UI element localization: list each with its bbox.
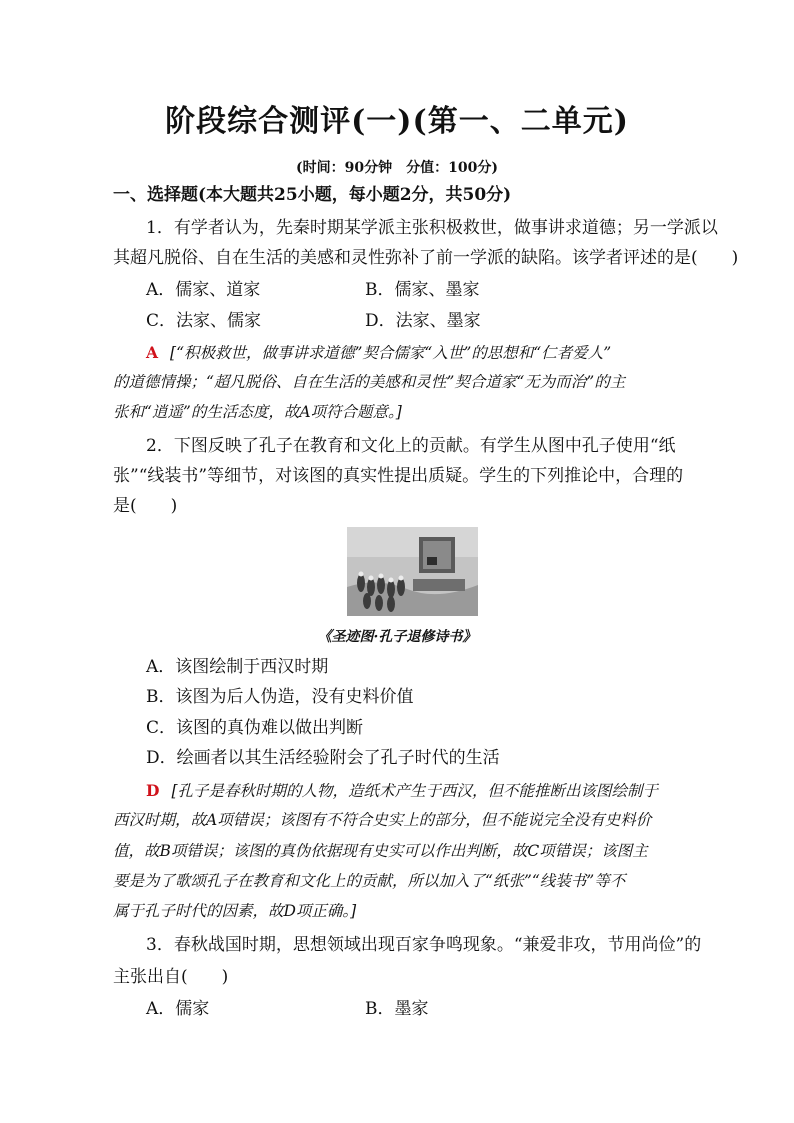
q1-option-d: D．法家、墨家 bbox=[365, 311, 481, 331]
q1-stem-line-1: 1．有学者认为，先秦时期某学派主张积极救世，做事讲求道德；另一学派以 bbox=[146, 218, 718, 238]
q3-option-b: B．墨家 bbox=[365, 999, 429, 1019]
q2-option-b: B．该图为后人伪造，没有史料价值 bbox=[146, 687, 414, 707]
figure-caption: 《圣迹图·孔子退修诗书》 bbox=[317, 629, 477, 645]
q1-stem-line-2: 其超凡脱俗、自在生活的美感和灵性弥补了前一学派的缺陷。该学者评述的是( ) bbox=[113, 248, 739, 268]
section-heading: 一、选择题(本大题共25小题，每小题2分，共50分) bbox=[113, 185, 512, 205]
q1-answer: A bbox=[146, 343, 159, 362]
q2-answer: D bbox=[146, 781, 160, 800]
q3-stem-line-2: 主张出自( ) bbox=[113, 967, 229, 987]
q2-stem-line-2: 张”“线装书”等细节，对该图的真实性提出质疑。学生的下列推论中，合理的 bbox=[113, 466, 684, 486]
q2-stem-line-1: 2．下图反映了孔子在教育和文化上的贡献。有学生从图中孔子使用“纸 bbox=[146, 436, 676, 456]
q2-explanation-line-2: 西汉时期，故A项错误；该图有不符合史实上的部分，但不能说完全没有史料价 bbox=[113, 811, 652, 829]
q2-option-d: D．绘画者以其生活经验附会了孔子时代的生活 bbox=[146, 748, 500, 768]
q3-option-a: A．儒家 bbox=[146, 999, 210, 1019]
page-title: 阶段综合测评(一)(第一、二单元) bbox=[165, 104, 629, 139]
q2-option-a: A．该图绘制于西汉时期 bbox=[146, 657, 329, 677]
q1-explanation-line-1 bbox=[146, 342, 716, 364]
q2-explanation-line-4: 要是为了歌颂孔子在教育和文化上的贡献，所以加入了“纸张”“线装书”等不 bbox=[113, 872, 626, 890]
q1-explanation-line-2: 的道德情操；“超凡脱俗、自在生活的美感和灵性”契合道家“无为而治”的主 bbox=[113, 373, 626, 391]
q2-explanation-line-5: 属于孔子时代的因素，故D项正确。] bbox=[113, 902, 357, 920]
painting-thumbnail bbox=[347, 527, 478, 616]
q2-explanation-line-1 bbox=[146, 780, 716, 802]
exam-info: (时间：90分钟 分值：100分) bbox=[296, 160, 498, 176]
q1-explanation-line-3: 张和“逍遥”的生活态度，故A项符合题意。] bbox=[113, 403, 402, 421]
q1-option-b: B．儒家、墨家 bbox=[365, 280, 480, 300]
q3-stem-line-1: 3．春秋战国时期，思想领域出现百家争鸣现象。“兼爱非攻，节用尚俭”的 bbox=[146, 935, 702, 955]
q1-explanation-text-1: [“积极救世，做事讲求道德”契合儒家“入世”的思想和“仁者爱人” bbox=[170, 344, 612, 362]
q2-option-c: C．该图的真伪难以做出判断 bbox=[146, 718, 364, 738]
q1-option-c: C．法家、儒家 bbox=[146, 311, 262, 331]
q2-stem-line-3: 是( ) bbox=[113, 496, 178, 516]
q1-option-a: A．儒家、道家 bbox=[146, 280, 261, 300]
q2-explanation-line-3: 值，故B项错误；该图的真伪依据现有史实可以作出判断，故C项错误；该图主 bbox=[113, 842, 648, 860]
q2-explanation-text-1: [孔子是春秋时期的人物，造纸术产生于西汉，但不能推断出该图绘制于 bbox=[171, 782, 659, 800]
